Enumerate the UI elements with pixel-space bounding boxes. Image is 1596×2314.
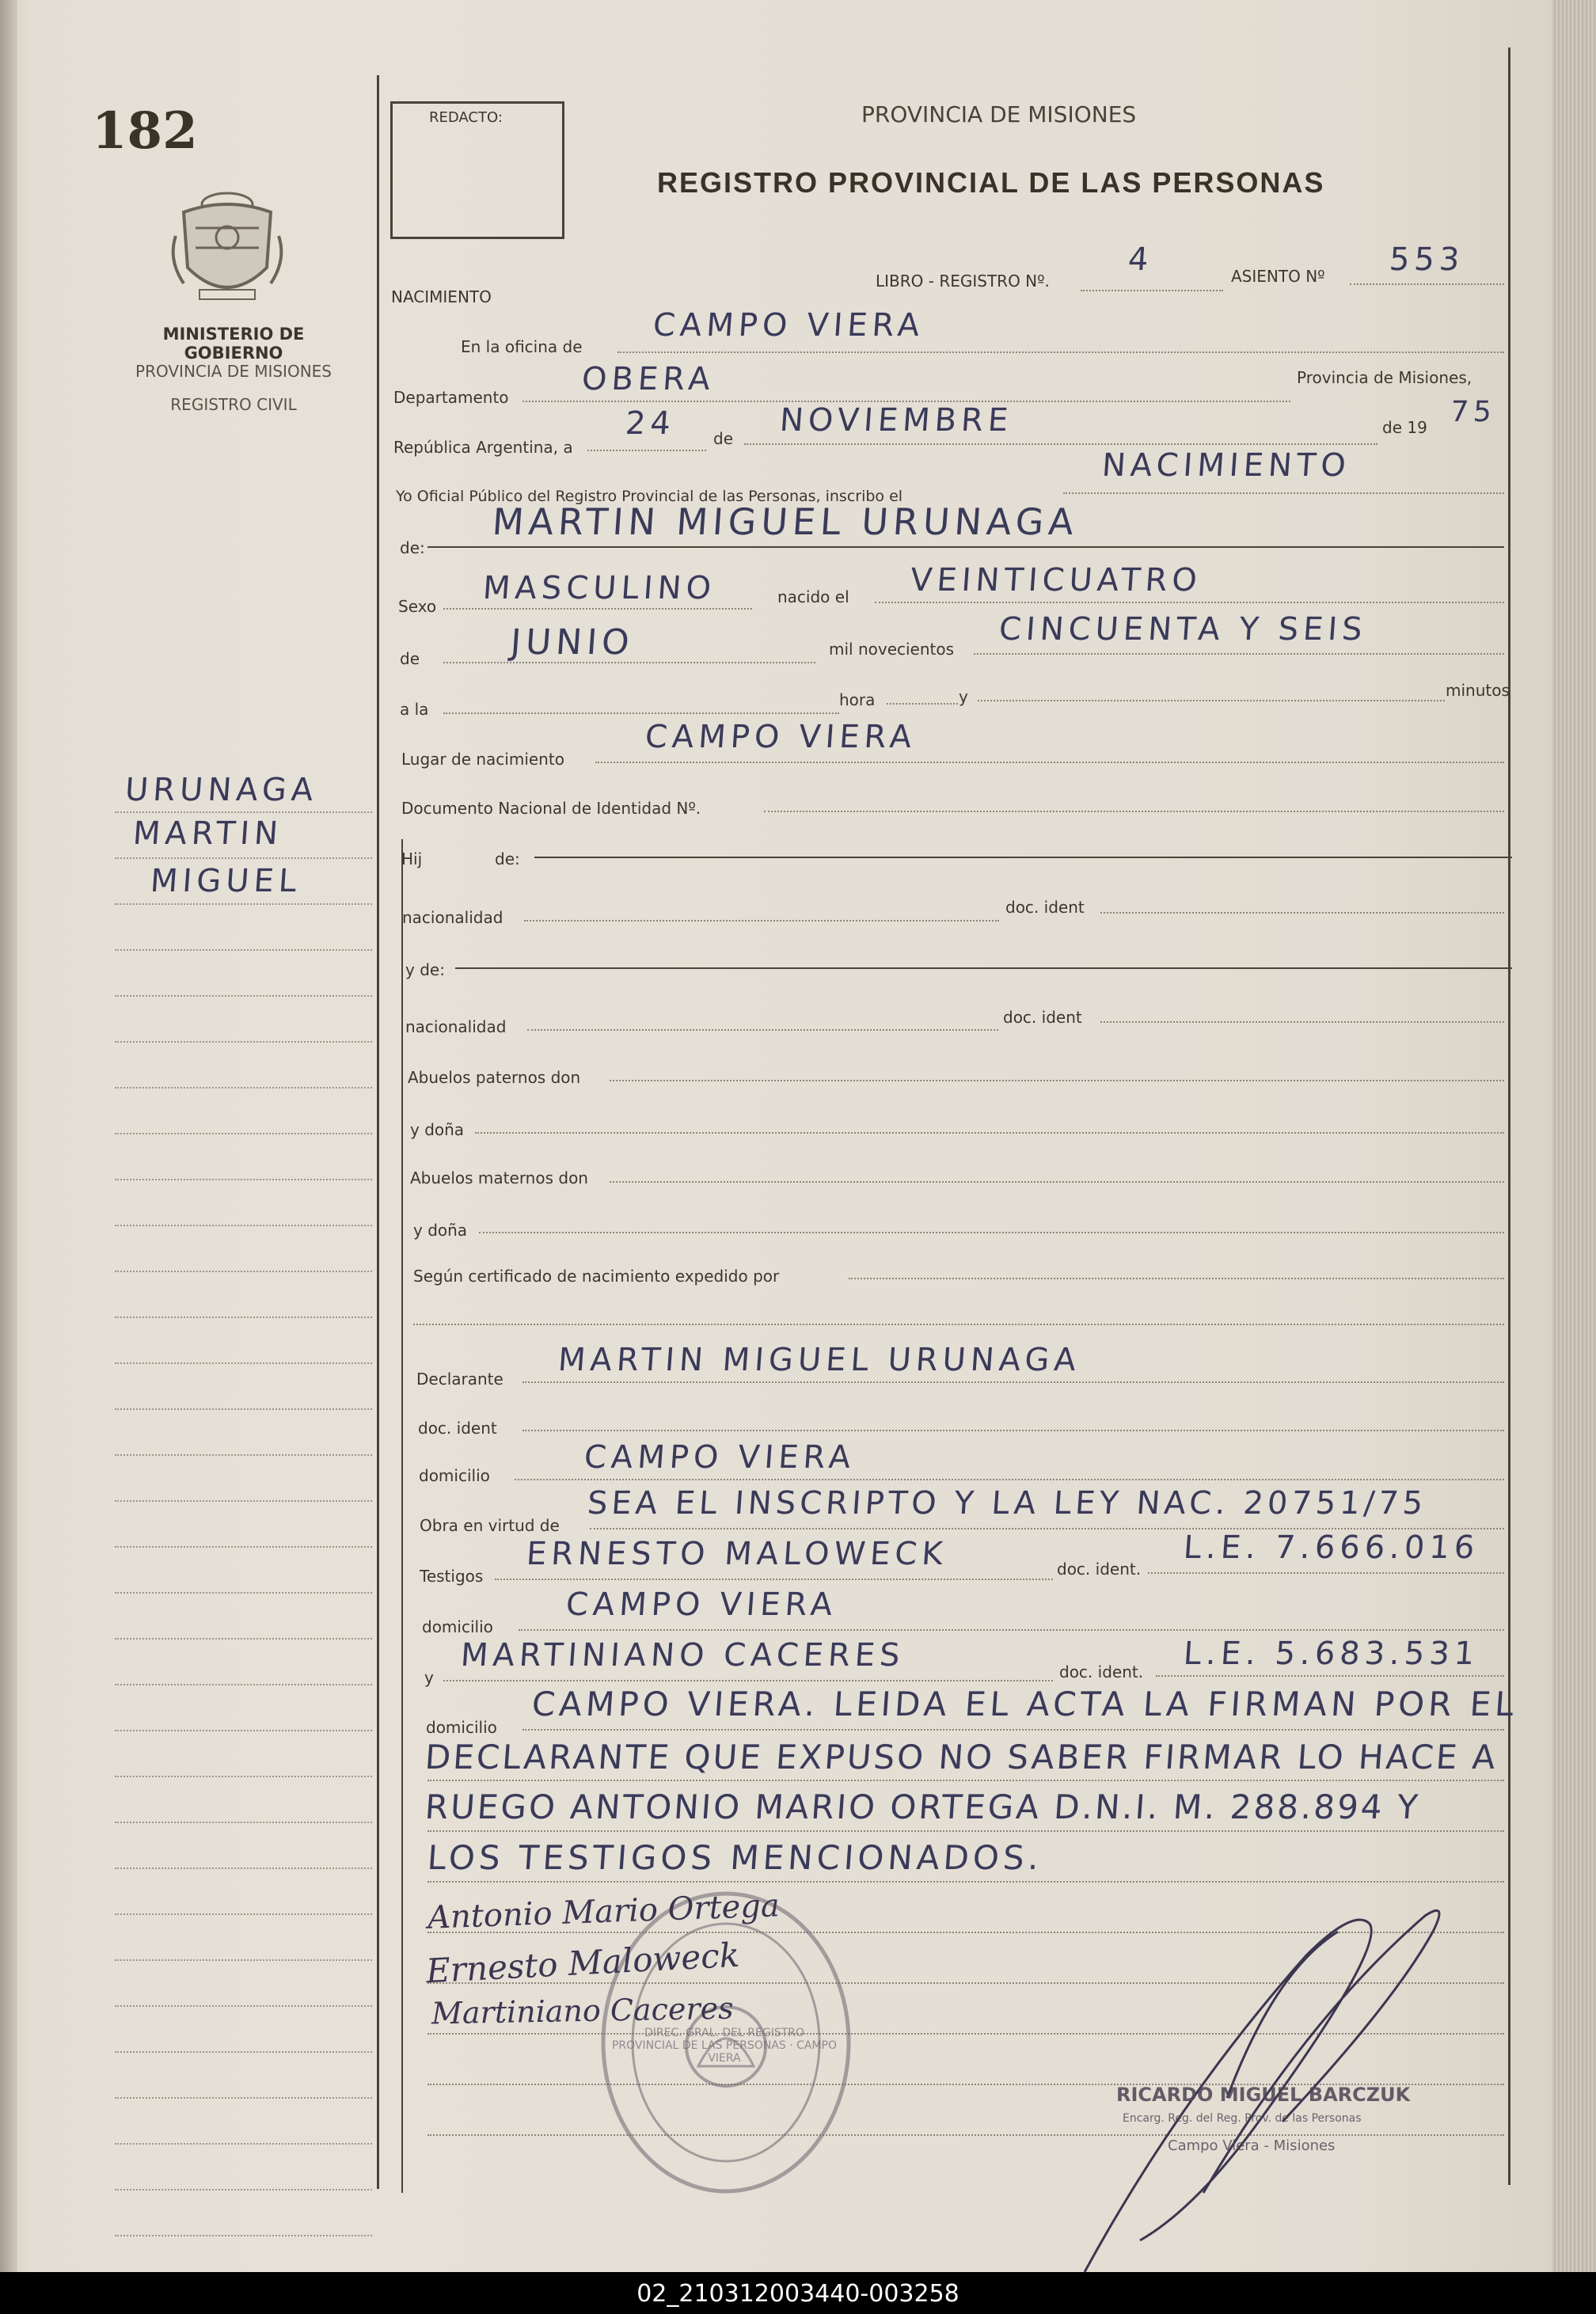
republica-label: República Argentina, a [393,438,573,457]
official-role: Encarg. Reg. del Reg. Prov. de las Personas [1123,2112,1362,2125]
oficina-label: En la oficina de [461,337,583,356]
y-label: y [959,687,968,706]
docident3-line [522,1430,1504,1431]
margin-ruled-line [115,1408,372,1410]
margin-ruled-line [115,2097,372,2099]
margin-ruled-line [115,1776,372,1777]
month-line [744,443,1378,445]
departamento-label: Departamento [393,388,509,407]
declarante-line [522,1381,1504,1383]
coat-of-arms-icon [168,180,287,307]
testigo1-value: ERNESTO MALOWECK [525,1536,949,1572]
abuelos-pat-line [610,1080,1504,1081]
certificado-line [849,1278,1504,1279]
declarante-label: Declarante [416,1370,504,1389]
margin-ruled-line [115,995,372,997]
ydona1-line [475,1132,1504,1134]
asiento-line [1350,283,1504,285]
yde-label: y de: [405,960,445,979]
closing-line [428,1780,1504,1781]
margin-ruled-line [115,1684,372,1685]
page-edge [1552,0,1596,2272]
ministry-title: MINISTERIO DE GOBIERNO [162,325,305,363]
form-rule-inner [401,839,403,2193]
nacionalidad-label: nacionalidad [402,908,504,927]
obra-label: Obra en virtud de [420,1516,560,1535]
certificado-label: Según certificado de nacimiento expedido por [413,1267,780,1286]
closing-line-text: CAMPO VIERA. LEIDA EL ACTA LA FIRMAN POR EL [530,1685,1519,1723]
asiento-label: ASIENTO Nº [1231,267,1325,286]
margin-ruled-line [115,1041,372,1043]
testigo2-doc-line [1156,1675,1504,1677]
signature-maloweck: Ernesto Maloweck [424,1935,741,1991]
sexo-label: Sexo [398,597,437,616]
lugar-line [595,762,1504,763]
year-label: de 19 [1382,418,1427,437]
official-place: Campo Viera - Misiones [1168,2137,1336,2154]
y-line [887,703,958,705]
margin-ruled-line [115,903,372,905]
margin-ruled-line [115,2189,372,2191]
record-type-label: NACIMIENTO [391,287,492,306]
margin-ruled-line [115,857,372,859]
ala-label: a la [400,700,429,719]
declarante-value: MARTIN MIGUEL URUNAGA [557,1342,1082,1378]
domicilio-line [515,1479,1504,1480]
margin-ruled-line [115,1730,372,1731]
lugar-label: Lugar de nacimiento [401,750,564,769]
official-name: RICARDO MIGUEL BARCZUK [1116,2084,1411,2106]
column-rule-right [1508,47,1510,2185]
asiento-value: 553 [1388,241,1465,278]
round-seal-text: DIREC. GRAL. DEL REGISTRO PROVINCIAL DE LAS PERSONAS · CAMPO VIERA [611,2027,838,2065]
y2-label: y [424,1668,434,1687]
month-value: NOVIEMBRE [778,402,1014,439]
margin-ruled-line [115,949,372,951]
column-rule-left [377,75,379,2189]
libro-line [1081,290,1223,291]
ydona1-label: y doña [410,1120,465,1139]
margin-ruled-line [115,1868,372,1869]
margin-note-line: MARTIN [131,815,284,852]
ydona2-label: y doña [413,1221,468,1240]
docident2-label: doc. ident [1003,1008,1082,1027]
margin-ruled-line [115,1225,372,1226]
minutos-line [978,700,1445,701]
header-title: REGISTRO PROVINCIAL DE LAS PERSONAS [657,166,1325,199]
madre-line [455,967,1512,969]
documento-line [764,811,1504,812]
sexo-value: MASCULINO [481,570,717,606]
footer-filename: 02_210312003440-003258 [636,2280,960,2308]
oficial-label: Yo Oficial Público del Registro Provincial de las Personas, inscribo el [396,488,903,505]
sexo-line [443,608,752,610]
margin-ruled-line [115,2143,372,2145]
testigos-label: Testigos [420,1567,484,1586]
margin-ruled-line [115,1546,372,1548]
closing-line [428,1830,1504,1832]
margin-ruled-line [115,1179,372,1180]
margin-ruled-line [115,1087,372,1089]
margin-ruled-line [115,1317,372,1318]
domicilio-label: domicilio [419,1466,490,1485]
nacido-value: VEINTICUATRO [909,562,1203,598]
nombre-value: MARTIN MIGUEL URUNAGA [491,500,1080,543]
year-value: 75 [1449,396,1498,428]
testigo1-line [495,1579,1053,1580]
mil-label: mil novecientos [829,640,955,659]
mes-nac-value: JUNIO [509,622,636,663]
ministry-province: PROVINCIA DE MISIONES [135,362,332,381]
anio-nac-value: CINCUENTA Y SEIS [998,611,1369,648]
abuelos-mat-label: Abuelos maternos don [410,1168,588,1187]
margin-ruled-line [115,1959,372,1961]
margin-note-line: URUNAGA [124,772,319,808]
docident3-label: doc. ident [418,1419,497,1438]
book-binding [0,0,17,2272]
hij-label: Hij [401,849,423,868]
oficina-line [618,351,1504,353]
margin-ruled-line [115,2005,372,2007]
margin-ruled-line [115,1500,372,1502]
margin-ruled-line [115,1913,372,1915]
padre-line [534,857,1512,858]
testigo2-value: MARTINIANO CACERES [459,1637,906,1674]
abuelos-mat-line [610,1181,1504,1183]
margin-ruled-line [115,1133,372,1134]
obra-value: SEA EL INSCRIPTO Y LA LEY NAC. 20751/75 [586,1485,1428,1522]
domicilio-value: CAMPO VIERA [583,1439,857,1476]
margin-ruled-line [115,1271,372,1272]
de-label: de [713,429,733,448]
docident4-label: doc. ident. [1057,1560,1142,1579]
closing-line-text: DECLARANTE QUE EXPUSO NO SABER FIRMAR LO HACE A [424,1738,1499,1776]
domicilio2-line [519,1629,1504,1631]
margin-ruled-line [115,1592,372,1594]
closing-line-text: RUEGO ANTONIO MARIO ORTEGA D.N.I. M. 288.894 Y [424,1788,1422,1826]
closing-line-text: LOS TESTIGOS MENCIONADOS. [426,1838,1044,1877]
anio-nac-line [974,653,1504,655]
libro-label: LIBRO - REGISTRO Nº. [876,272,1050,291]
ydona2-line [479,1232,1504,1233]
certificado-line-2 [413,1324,1504,1325]
nacido-line [875,602,1504,603]
margin-note-line: MIGUEL [149,863,302,899]
margin-ruled-line [115,811,372,813]
de3-label: de [400,649,420,668]
lugar-value: CAMPO VIERA [644,719,918,755]
domicilio3-label: domicilio [426,1718,497,1737]
libro-value: 4 [1127,241,1155,278]
nombre-line [428,546,1504,548]
documento-label: Documento Nacional de Identidad Nº. [401,799,701,818]
nacionalidad2-line [527,1029,998,1031]
oficina-value: CAMPO VIERA [652,307,925,344]
domicilio2-label: domicilio [422,1617,493,1636]
day-value: 24 [624,405,677,442]
margin-ruled-line [115,1822,372,1823]
provincia-label: Provincia de Misiones, [1297,368,1472,387]
nacionalidad2-label: nacionalidad [405,1017,507,1036]
testigo1-doc: L.E. 7.666.016 [1182,1529,1480,1566]
ministry-registry: REGISTRO CIVIL [170,395,297,414]
testigo2-doc: L.E. 5.683.531 [1182,1636,1480,1672]
de4-label: de: [495,849,520,868]
domicilio2-value: CAMPO VIERA [564,1586,838,1623]
docident-label: doc. ident [1005,898,1085,917]
docident-line [1100,912,1504,914]
nacionalidad-line [524,920,999,921]
testigo2-line [443,1680,1053,1681]
abuelos-pat-label: Abuelos paternos don [408,1068,581,1087]
docident5-label: doc. ident. [1059,1662,1144,1681]
acto-line [1063,492,1504,494]
margin-ruled-line [115,2051,372,2053]
closing-line [522,1729,1504,1731]
signature-ortega: Antonio Mario Ortega [427,1887,781,1936]
testigo1-doc-line [1148,1572,1504,1574]
departamento-value: OBERA [580,361,716,397]
minutos-label: minutos [1446,681,1510,700]
header-province: PROVINCIA DE MISIONES [861,101,1137,127]
hora-line [443,712,839,714]
margin-ruled-line [115,1362,372,1364]
margin-ruled-line [115,1638,372,1640]
hora-label: hora [839,690,876,709]
de2-label: de: [400,538,425,557]
page-number: 182 [92,101,198,161]
official-signature-icon [1021,1860,1465,2304]
signature-caceres: Martiniano Caceres [431,1990,734,2031]
margin-ruled-line [115,2235,372,2236]
docident2-line [1100,1021,1504,1023]
nacido-label: nacido el [777,587,849,606]
margin-ruled-line [115,1454,372,1456]
acto-value: NACIMIENTO [1100,447,1352,484]
redacto-label: REDACTO: [429,109,503,126]
day-line [587,450,706,451]
